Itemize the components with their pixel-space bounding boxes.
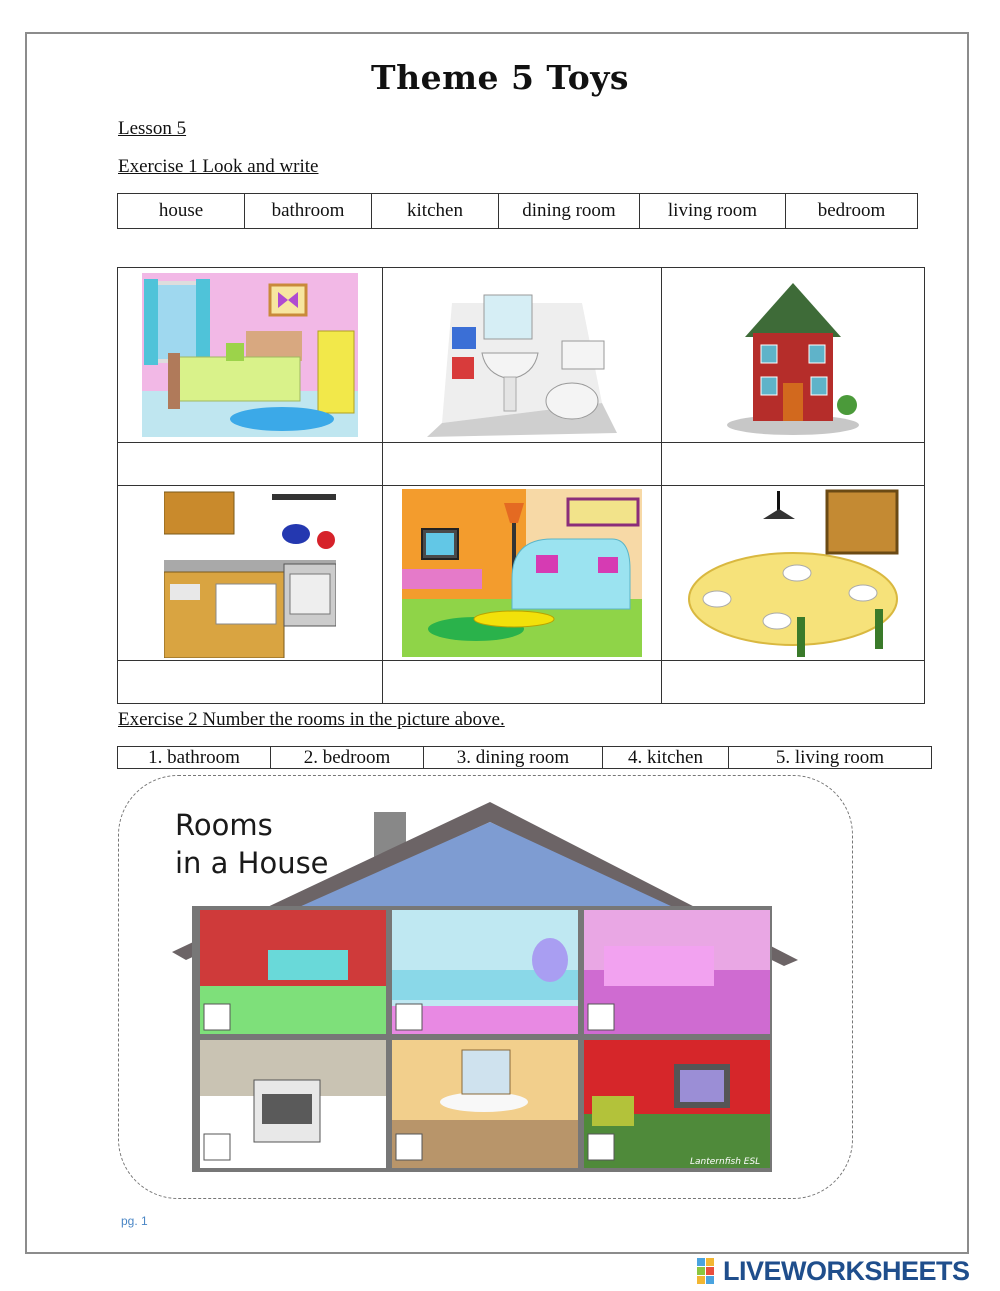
kitchen-picture bbox=[164, 488, 336, 658]
house-title-line: Rooms bbox=[175, 808, 273, 842]
picture-cell-dining-room bbox=[662, 486, 925, 661]
word-bank-item: dining room bbox=[499, 194, 640, 229]
word-bank-item: 5. living room bbox=[729, 747, 932, 769]
room-number-box[interactable] bbox=[396, 1004, 422, 1030]
bathroom-picture bbox=[422, 273, 622, 437]
picture-cell-house bbox=[662, 268, 925, 443]
logo-text: LIVEWORKSHEETS bbox=[723, 1255, 970, 1286]
house-picture-title bbox=[175, 806, 329, 882]
exercise2-word-bank bbox=[117, 746, 932, 769]
lesson-heading: Lesson 5 bbox=[118, 118, 187, 139]
bedroom-picture bbox=[142, 273, 358, 437]
picture-credit: Lanternfish ESL bbox=[690, 1157, 761, 1167]
word-bank-item: house bbox=[118, 194, 245, 229]
page-title: Theme 5 Toys bbox=[371, 58, 629, 97]
house-title-line: in a House bbox=[175, 846, 329, 880]
picture-cell-living-room bbox=[383, 486, 662, 661]
word-bank-item: bathroom bbox=[245, 194, 372, 229]
answer-box[interactable] bbox=[662, 661, 925, 704]
word-bank-item: 4. kitchen bbox=[603, 747, 729, 769]
answer-box[interactable] bbox=[118, 661, 383, 704]
picture-cell-bathroom bbox=[383, 268, 662, 443]
exercise1-picture-grid bbox=[117, 267, 925, 704]
house-picture bbox=[719, 273, 867, 437]
room-number-box[interactable] bbox=[588, 1134, 614, 1160]
answer-box[interactable] bbox=[118, 443, 383, 486]
living-room-picture bbox=[402, 489, 642, 657]
word-bank-item: 1. bathroom bbox=[118, 747, 271, 769]
dining-room-picture bbox=[687, 489, 899, 657]
answer-box[interactable] bbox=[662, 443, 925, 486]
room-number-box[interactable] bbox=[204, 1004, 230, 1030]
picture-cell-bedroom bbox=[118, 268, 383, 443]
liveworksheets-logo bbox=[697, 1257, 970, 1285]
room-number-box[interactable] bbox=[204, 1134, 230, 1160]
word-bank-item: bedroom bbox=[786, 194, 918, 229]
room-number-box[interactable] bbox=[588, 1004, 614, 1030]
logo-icon bbox=[697, 1258, 723, 1284]
exercise2-heading: Exercise 2 Number the rooms in the picture above. bbox=[118, 709, 505, 730]
word-bank-item: living room bbox=[640, 194, 786, 229]
word-bank-item: 3. dining room bbox=[424, 747, 603, 769]
answer-box[interactable] bbox=[383, 443, 662, 486]
room-number-box[interactable] bbox=[396, 1134, 422, 1160]
word-bank-item: kitchen bbox=[372, 194, 499, 229]
exercise1-heading: Exercise 1 Look and write bbox=[118, 156, 319, 177]
answer-box[interactable] bbox=[383, 661, 662, 704]
exercise1-word-bank bbox=[117, 193, 918, 229]
page-number: pg. 1 bbox=[121, 1214, 148, 1228]
picture-cell-kitchen bbox=[118, 486, 383, 661]
word-bank-item: 2. bedroom bbox=[271, 747, 424, 769]
